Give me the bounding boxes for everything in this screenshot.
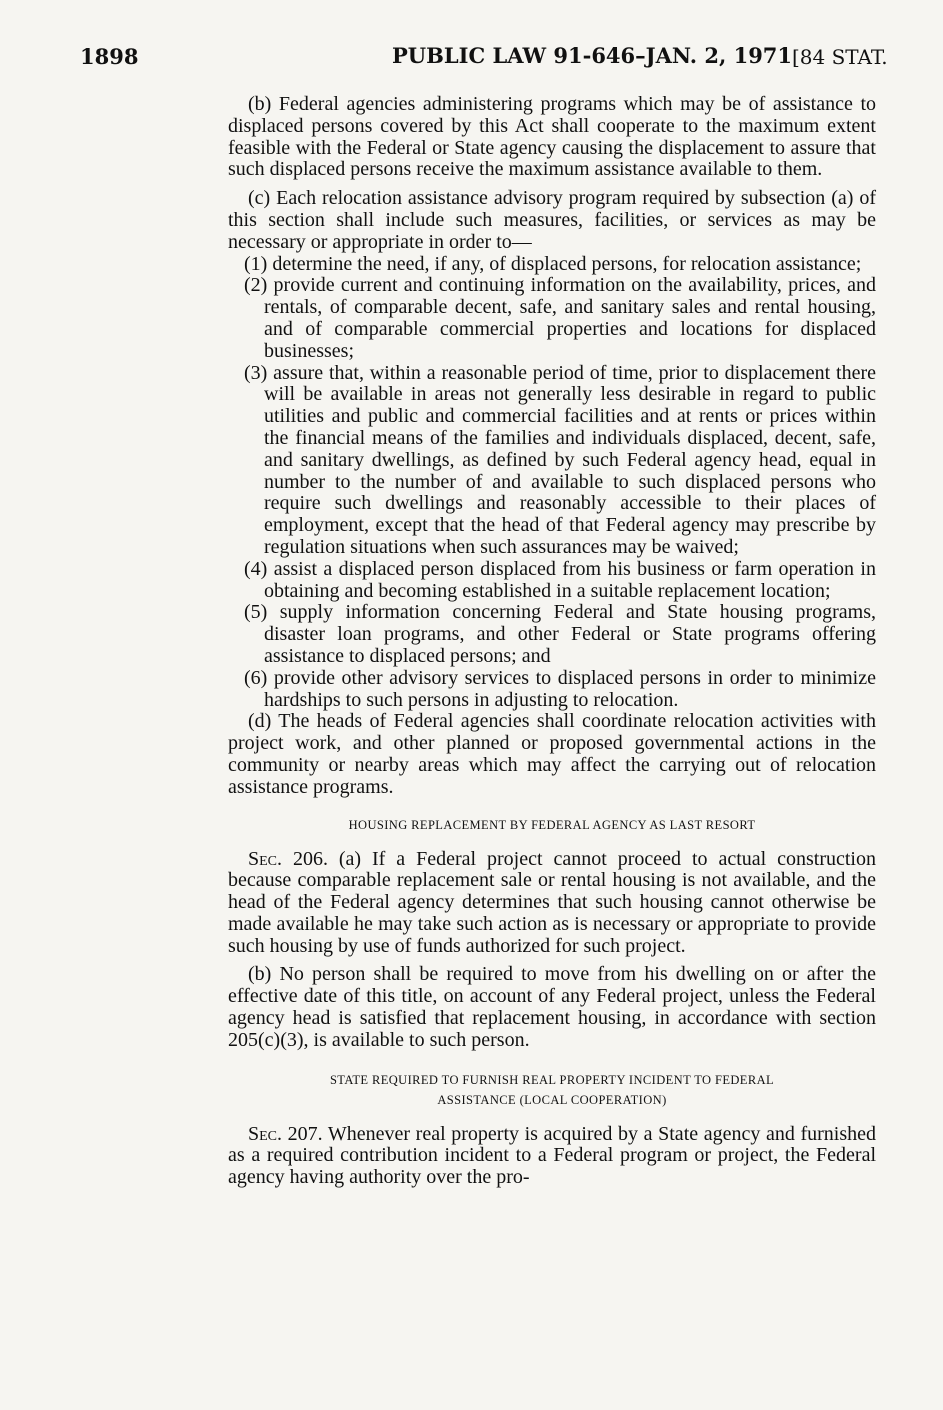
list-item-c2: (2) provide current and continuing information on the availability, prices, and rentals, of comparable decent, safe, and sanitary sales and rental housing, and of comparable commercial properties and locations for displaced businesses; [244,274,876,362]
volume-reference: [84 STAT. [792,45,888,69]
section-206-b: (b) No person shall be required to move from his dwelling on or after the effective date of this title, on account of any Federal project, unless the Federal agency head is satisfied that replacement housing, in accordance with section 205(c)(3), is available to such person. [228,963,876,1051]
section-207-heading-line1: STATE REQUIRED TO FURNISH REAL PROPERTY INCIDENT TO FEDERAL [329,1072,775,1087]
list-item-c3: (3) assure that, within a reasonable period of time, prior to displacement there will be available in areas not generally less desirable in regard to public utilities and public and commercial facilities and at rents or prices within the financial means of the families and individuals displaced, decent, safe, and sanitary dwellings, as defined by such Federal agency head, equal in number to the number of and available to such displaced persons who require such dwellings and reasonably accessible to their places of employment, except that the head of that Federal agency may prescribe by regulation situations when such assurances may be waived; [244,361,876,558]
body-text [228,94,876,1189]
section-206-heading: HOUSING REPLACEMENT BY FEDERAL AGENCY AS LAST RESORT [348,817,756,832]
section-207-label: Sec. 207. [248,1122,323,1145]
section-207-body: Whenever real property is acquired by a State agency and furnished as a required contribution incident to a Federal program or project, the Federal agency having authority over the pro- [228,1122,877,1189]
section-206-a [228,849,876,958]
section-207-text [228,1124,876,1189]
paragraph-c: (c) Each relocation assistance advisory program required by subsection (a) of this section shall include such measures, facilities, or services as may be necessary or appropriate in order to— [228,187,876,253]
list-item-c6: (6) provide other advisory services to displaced persons in order to minimize hardships to such persons in adjusting to relocation. [244,666,876,711]
list-item-c1: (1) determine the need, if any, of displaced persons, for relocation assistance; [244,252,862,275]
page-number: 1898 [80,44,139,69]
list-item-c4: (4) assist a displaced person displaced from his business or farm operation in obtaining and becoming established in a suitable replacement location; [244,557,876,602]
paragraph-b: (b) Federal agencies administering programs which may be of assistance to displaced persons covered by this Act shall cooperate to the maximum extent feasible with the Federal or State agency causing the displacement to assure that such displaced persons receive the maximum assistance available to them. [228,93,876,181]
running-title: PUBLIC LAW 91-646–JAN. 2, 1971 [392,43,793,68]
section-206-label: Sec. 206. [248,847,328,870]
section-207-heading [228,1070,876,1110]
paragraph-d: (d) The heads of Federal agencies shall coordinate relocation activities with project work, and other planned or proposed governmental actions in the community or nearby areas which may affect the carrying out of relocation assistance programs. [228,710,876,798]
section-206-a-text: (a) If a Federal project cannot proceed to actual construction because comparable replacement sale or rental housing is not available, and the head of the Federal agency determines that such housing cannot otherwise be made available he may take such action as is necessary or appropriate to provide such housing by use of funds authorized for such project. [228,847,876,957]
section-207-heading-line2: ASSISTANCE (LOCAL COOPERATION) [437,1092,667,1107]
list-item-c5: (5) supply information concerning Federal and State housing programs, disaster loan programs, and other Federal or State programs offering assistance to displaced persons; and [244,601,876,667]
